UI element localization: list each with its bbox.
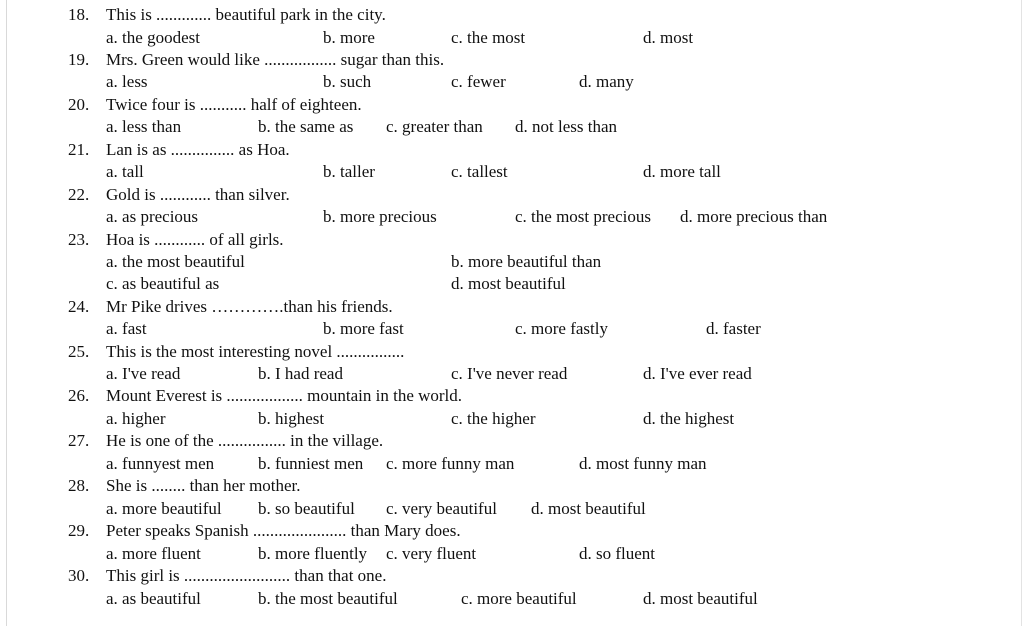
- question-26: [0, 385, 1024, 407]
- question-number: 20.: [68, 95, 90, 114]
- question-number: 23.: [68, 230, 90, 249]
- option-a[interactable]: a. more beautiful: [106, 499, 222, 518]
- option-a[interactable]: a. more fluent: [106, 544, 201, 563]
- option-d[interactable]: d. not less than: [515, 117, 617, 136]
- question-text: Twice four is ........... half of eighteen.: [106, 95, 362, 114]
- options-25: [0, 363, 1024, 385]
- question-30: [0, 565, 1024, 587]
- question-25: [0, 341, 1024, 363]
- option-c[interactable]: c. as beautiful as: [106, 274, 220, 293]
- options-30: [0, 588, 1024, 610]
- options-29: [0, 543, 1024, 565]
- question-text: This girl is ......................... than that one.: [106, 566, 387, 585]
- option-c[interactable]: c. the most precious: [515, 207, 651, 226]
- option-a[interactable]: a. I've read: [106, 364, 181, 383]
- option-b[interactable]: b. more fast: [323, 319, 404, 338]
- question-text: Mount Everest is .................. mountain in the world.: [106, 386, 463, 405]
- question-text: He is one of the ................ in the village.: [106, 431, 384, 450]
- option-b[interactable]: b. more: [323, 28, 375, 47]
- question-number: 18.: [68, 5, 90, 24]
- option-b[interactable]: b. more beautiful than: [451, 252, 602, 271]
- option-b[interactable]: b. the same as: [258, 117, 354, 136]
- option-d[interactable]: d. most funny man: [579, 454, 707, 473]
- option-a[interactable]: a. funnyest men: [106, 454, 215, 473]
- option-d[interactable]: d. most beautiful: [531, 499, 646, 518]
- option-d[interactable]: d. so fluent: [579, 544, 656, 563]
- option-c[interactable]: c. the higher: [451, 409, 536, 428]
- question-23: [0, 229, 1024, 251]
- question-18: [0, 4, 1024, 26]
- option-a[interactable]: a. the goodest: [106, 28, 200, 47]
- option-a[interactable]: a. less than: [106, 117, 182, 136]
- option-b[interactable]: b. the most beautiful: [258, 589, 398, 608]
- option-a[interactable]: a. the most beautiful: [106, 252, 245, 271]
- option-d[interactable]: d. faster: [706, 319, 761, 338]
- options-26: [0, 408, 1024, 430]
- options-27: [0, 453, 1024, 475]
- option-d[interactable]: d. the highest: [643, 409, 735, 428]
- question-number: 19.: [68, 50, 90, 69]
- option-d[interactable]: d. many: [579, 72, 634, 91]
- option-b[interactable]: b. more fluently: [258, 544, 368, 563]
- option-c[interactable]: c. very beautiful: [386, 499, 497, 518]
- option-b[interactable]: b. I had read: [258, 364, 343, 383]
- question-29: [0, 520, 1024, 542]
- question-text: Peter speaks Spanish ...................... than Mary does.: [106, 521, 461, 540]
- options-28: [0, 498, 1024, 520]
- question-number: 29.: [68, 521, 90, 540]
- options-20: [0, 116, 1024, 138]
- question-number: 26.: [68, 386, 90, 405]
- question-24: [0, 296, 1024, 318]
- question-text: Gold is ............ than silver.: [106, 185, 290, 204]
- option-a[interactable]: a. as beautiful: [106, 589, 201, 608]
- option-b[interactable]: b. such: [323, 72, 372, 91]
- question-number: 28.: [68, 476, 90, 495]
- option-a[interactable]: a. as precious: [106, 207, 199, 226]
- option-d[interactable]: d. more precious than: [680, 207, 828, 226]
- question-number: 22.: [68, 185, 90, 204]
- option-d[interactable]: d. most: [643, 28, 694, 47]
- option-b[interactable]: b. highest: [258, 409, 325, 428]
- option-c[interactable]: c. more fastly: [515, 319, 608, 338]
- option-c[interactable]: c. more funny man: [386, 454, 515, 473]
- option-d[interactable]: d. more tall: [643, 162, 721, 181]
- question-text: Hoa is ............ of all girls.: [106, 230, 284, 249]
- option-c[interactable]: c. very fluent: [386, 544, 477, 563]
- option-b[interactable]: b. so beautiful: [258, 499, 355, 518]
- options-21: [0, 161, 1024, 183]
- question-number: 21.: [68, 140, 90, 159]
- option-c[interactable]: c. the most: [451, 28, 526, 47]
- question-number: 24.: [68, 297, 90, 316]
- options-22: [0, 206, 1024, 228]
- option-d[interactable]: d. most beautiful: [643, 589, 758, 608]
- option-a[interactable]: a. fast: [106, 319, 147, 338]
- options-19: [0, 71, 1024, 93]
- question-text: Mr Pike drives ………….than his friends.: [106, 297, 393, 316]
- question-text: This is the most interesting novel ................: [106, 342, 405, 361]
- option-c[interactable]: c. I've never read: [451, 364, 568, 383]
- question-22: [0, 184, 1024, 206]
- option-c[interactable]: c. greater than: [386, 117, 483, 136]
- question-text: Lan is as ............... as Hoa.: [106, 140, 290, 159]
- option-d[interactable]: d. I've ever read: [643, 364, 752, 383]
- options-23-row1: [0, 251, 1024, 273]
- option-a[interactable]: a. less: [106, 72, 148, 91]
- option-a[interactable]: a. tall: [106, 162, 144, 181]
- question-number: 30.: [68, 566, 90, 585]
- question-text: Mrs. Green would like ................. sugar than this.: [106, 50, 445, 69]
- option-b[interactable]: b. taller: [323, 162, 375, 181]
- option-c[interactable]: c. tallest: [451, 162, 508, 181]
- option-c[interactable]: c. fewer: [451, 72, 506, 91]
- question-27: [0, 430, 1024, 452]
- options-24: [0, 318, 1024, 340]
- option-d[interactable]: d. most beautiful: [451, 274, 566, 293]
- question-19: [0, 49, 1024, 71]
- option-a[interactable]: a. higher: [106, 409, 166, 428]
- options-23-row2: [0, 273, 1024, 295]
- option-c[interactable]: c. more beautiful: [461, 589, 577, 608]
- option-b[interactable]: b. funniest men: [258, 454, 364, 473]
- option-b[interactable]: b. more precious: [323, 207, 437, 226]
- question-text: She is ........ than her mother.: [106, 476, 301, 495]
- question-21: [0, 139, 1024, 161]
- question-number: 27.: [68, 431, 90, 450]
- options-18: [0, 27, 1024, 49]
- question-number: 25.: [68, 342, 90, 361]
- question-text: This is ............. beautiful park in the city.: [106, 5, 386, 24]
- question-20: [0, 94, 1024, 116]
- question-28: [0, 475, 1024, 497]
